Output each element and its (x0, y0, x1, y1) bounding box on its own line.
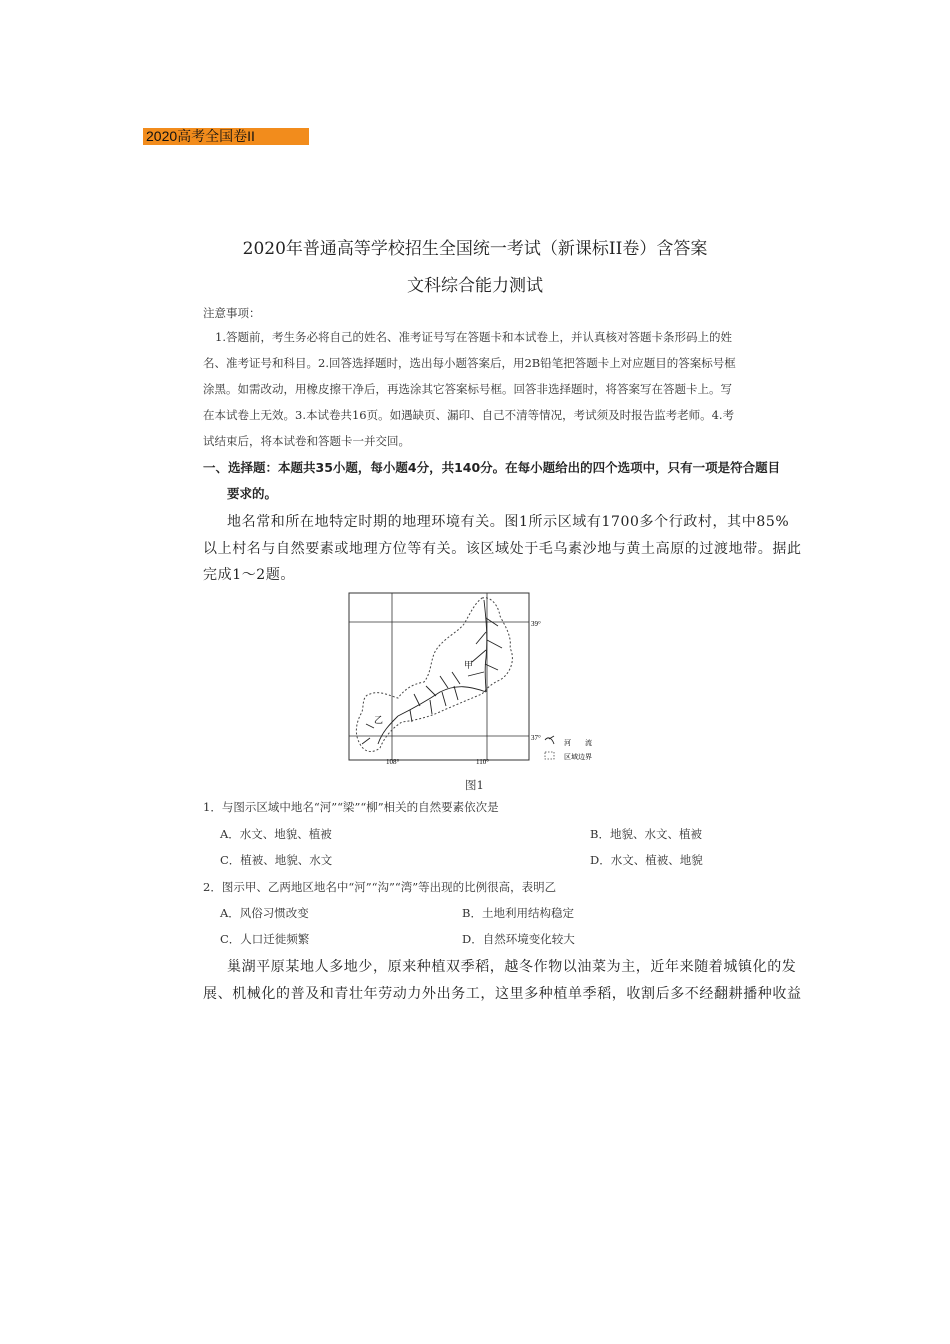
legend-river-label: 河 流 (564, 739, 592, 747)
question-2-option-c: C．人口迁徙频繁 (220, 932, 310, 946)
question-2-option-a: A．风俗习惯改变 (220, 906, 309, 920)
region-map (340, 588, 610, 768)
question-2-stem: 2．图示甲、乙两地区地名中“河”“沟”“湾”等出现的比例很高，表明乙 (203, 880, 557, 894)
notice-line-3: 涂黑。如需改动，用橡皮擦干净后，再选涂其它答案标号框。回答非选择题时，将答案写在答题卡上。写 (203, 382, 732, 396)
label-jia: 甲 (464, 660, 474, 670)
page-subtitle: 文科综合能力测试 (407, 276, 543, 296)
question-1-stem: 1．与图示区域中地名“河”“梁”“柳”相关的自然要素依次是 (203, 800, 499, 814)
lat-37-label: 37° (531, 734, 541, 742)
question-1-option-d: D．水文、植被、地貌 (590, 853, 703, 867)
question-2-option-b: B．土地利用结构稳定 (462, 906, 574, 920)
notice-heading: 注意事项： (203, 306, 261, 320)
legend-river-icon (545, 736, 554, 744)
lon-108-label: 108° (386, 758, 400, 766)
legend-boundary-icon (545, 752, 554, 759)
map-caption: 图1 (465, 778, 484, 792)
passage-1-line-1: 地名常和所在地特定时期的地理环境有关。图1所示区域有1700多个行政村，其中85% (227, 514, 790, 530)
label-yi: 乙 (374, 715, 384, 725)
passage-2-line-1: 巢湖平原某地人多地少，原来种植双季稻，越冬作物以油菜为主，近年来随着城镇化的发 (227, 959, 797, 975)
notice-line-4: 在本试卷上无效。3.本试卷共16页。如遇缺页、漏印、自己不清等情况，考试须及时报告监考老师。4.考 (203, 408, 735, 422)
passage-1-line-2: 以上村名与自然要素或地理方位等有关。该区域处于毛乌素沙地与黄土高原的过渡地带。据此 (203, 541, 802, 557)
exam-tag: 2020高考全国卷II (143, 128, 309, 145)
notice-line-1: 1.答题前，考生务必将自己的姓名、准考证号写在答题卡和本试卷上，并认真核对答题卡条形码上的姓 (215, 330, 732, 344)
legend-boundary-label: 区域边界 (564, 753, 592, 761)
section-heading: 一、选择题：本题共35小题，每小题4分，共140分。在每小题给出的四个选项中，只有一项是符合题目 (203, 460, 781, 475)
question-1-option-b: B．地貌、水文、植被 (590, 827, 702, 841)
lat-39-label: 39° (531, 620, 541, 628)
notice-line-2: 名、准考证号和科目。2.回答选择题时，选出每小题答案后，用2B铅笔把答题卡上对应题目的答案标号框 (203, 356, 736, 370)
passage-1-line-3: 完成1～2题。 (203, 567, 296, 583)
section-heading-cont: 要求的。 (227, 486, 278, 501)
question-2-option-d: D．自然环境变化较大 (462, 932, 575, 946)
notice-line-5: 试结束后，将本试卷和答题卡一并交回。 (203, 434, 410, 448)
region-boundary (356, 598, 512, 752)
lon-110-label: 110° (476, 758, 490, 766)
passage-2-line-2: 展、机械化的普及和青壮年劳动力外出务工，这里多种植单季稻，收割后多不经翻耕播种收益 (203, 986, 802, 1002)
question-1-option-a: A．水文、地貌、植被 (220, 827, 332, 841)
question-1-option-c: C．植被、地貌、水文 (220, 853, 333, 867)
page-title: 2020年普通高等学校招生全国统一考试（新课标II卷）含答案 (242, 239, 708, 259)
